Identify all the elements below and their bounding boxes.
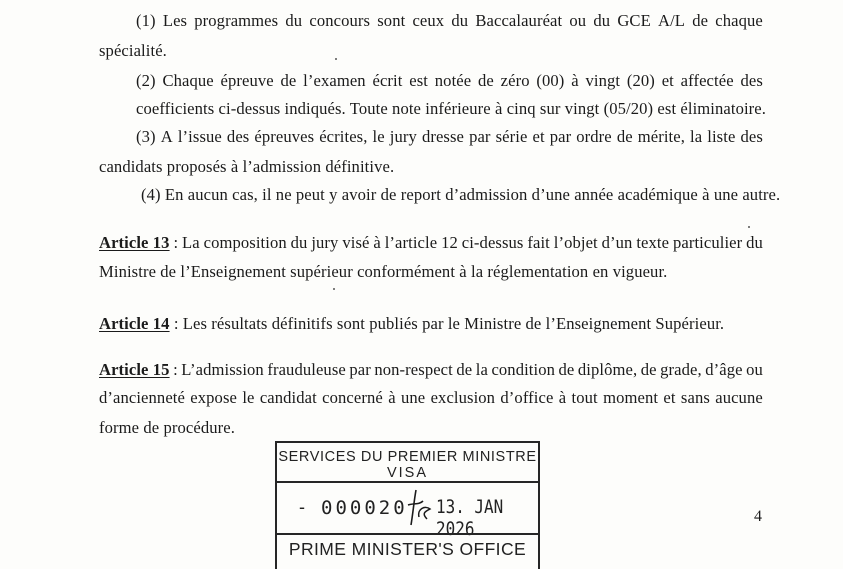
- word: série: [495, 127, 528, 146]
- word: (3): [136, 127, 156, 146]
- word: écrit: [372, 71, 403, 90]
- word: condition: [491, 360, 556, 379]
- word: ou: [746, 360, 763, 379]
- word: de: [280, 71, 297, 90]
- word: :: [173, 233, 179, 252]
- word: (1): [136, 11, 156, 30]
- word: l’article: [384, 233, 438, 252]
- word: et: [661, 71, 674, 90]
- word: à: [571, 71, 579, 90]
- word: et: [532, 127, 545, 146]
- word: d’âge: [705, 360, 743, 379]
- word: du: [746, 233, 763, 252]
- paragraph-4: (4) En aucun cas, il ne peut y avoir de report d’admission d’une année académique à une autre.: [141, 185, 781, 204]
- word: expose: [190, 388, 237, 407]
- word: épreuves: [254, 127, 315, 146]
- article-15-line-1: [99, 360, 763, 380]
- scan-speck: [335, 58, 337, 60]
- article-14-text: : Les résultats définitifs sont publiés par le Ministre de l’Enseignement Supérieur.: [169, 314, 725, 333]
- word: programmes: [194, 11, 279, 30]
- official-stamp: [275, 441, 540, 569]
- stamp-number: 000020: [321, 497, 408, 519]
- word: de: [478, 71, 494, 90]
- paragraph-3-line-2: candidats proposés à l’admission définitive.: [99, 157, 395, 176]
- word: GCE: [617, 11, 651, 30]
- stamp-footer: PRIME MINISTER'S OFFICE: [288, 539, 527, 559]
- word: du: [285, 11, 303, 30]
- word: des: [226, 127, 250, 146]
- word: tout: [571, 388, 598, 407]
- handwritten-initials: [405, 487, 435, 529]
- paragraph-3-line-1: [136, 127, 763, 147]
- word: chaque: [715, 11, 763, 30]
- word: l’examen: [303, 71, 366, 90]
- word: Les: [162, 11, 188, 30]
- word: concerné: [322, 388, 383, 407]
- word: d’un: [601, 233, 633, 252]
- paragraph-2-line-1: [136, 71, 763, 91]
- word: (00): [536, 71, 565, 90]
- word: la: [690, 127, 703, 146]
- word: Baccalauréat: [475, 11, 563, 30]
- word: dresse: [421, 127, 465, 146]
- word: de: [640, 360, 657, 379]
- word: exclusion: [430, 388, 496, 407]
- word: particulier: [672, 233, 743, 252]
- word: de: [692, 11, 709, 30]
- word: mérite,: [637, 127, 685, 146]
- word: le: [372, 127, 385, 146]
- word: de: [616, 127, 633, 146]
- word: des: [740, 127, 763, 146]
- article-13-line-2: Ministre de l’Enseignement supérieur conformément à la réglementation en vigueur.: [99, 262, 668, 281]
- word: l’objet: [553, 233, 598, 252]
- word: est: [409, 71, 428, 90]
- word: Chaque: [162, 71, 214, 90]
- stamp-date: 13. JAN 2026: [436, 496, 504, 540]
- word: composition: [203, 233, 287, 252]
- word: à: [558, 388, 567, 407]
- word: (2): [136, 71, 156, 90]
- word: du: [451, 11, 469, 30]
- scan-speck: [333, 288, 335, 290]
- word: ceux: [412, 11, 445, 30]
- word: jury: [311, 233, 339, 252]
- article-15-line-2: [99, 388, 763, 408]
- word: par: [549, 127, 572, 146]
- word: liste: [707, 127, 736, 146]
- word: visé: [342, 233, 370, 252]
- word: écrites,: [319, 127, 368, 146]
- word: l’issue: [177, 127, 222, 146]
- article-15-line-3: forme de procédure.: [99, 418, 235, 437]
- stamp-header: SERVICES DU PREMIER MINISTRE: [278, 449, 537, 465]
- word: sont: [377, 11, 406, 30]
- word: notée: [434, 71, 472, 90]
- word: aucune: [715, 388, 763, 407]
- word: affectée: [680, 71, 734, 90]
- word: à: [388, 388, 396, 407]
- word: jury: [389, 127, 417, 146]
- word: épreuve: [220, 71, 274, 90]
- word: d’office: [500, 388, 554, 407]
- paragraph-2-line-2: coefficients ci-dessus indiqués. Toute note inférieure à cinq sur vingt (05/20) est éliminatoire.: [136, 99, 767, 118]
- word: ordre: [576, 127, 612, 146]
- word: (20): [626, 71, 655, 90]
- article-14: [99, 314, 724, 334]
- word: fait: [527, 233, 550, 252]
- page-number: 4: [754, 508, 762, 525]
- word: la: [475, 360, 488, 379]
- article-label: Article 15: [99, 360, 170, 379]
- word: ci-dessus: [461, 233, 524, 252]
- word: de: [456, 360, 473, 379]
- word: une: [400, 388, 426, 407]
- stamp-registration: [277, 483, 538, 540]
- word: moment: [603, 388, 659, 407]
- word: du: [593, 11, 611, 30]
- word: sans: [680, 388, 710, 407]
- word: des: [740, 71, 763, 90]
- word: ou: [569, 11, 587, 30]
- word: L’admission: [181, 360, 264, 379]
- paragraph-1-line-1: [136, 11, 763, 31]
- word: 12: [441, 233, 458, 252]
- word: A: [160, 127, 173, 146]
- word: texte: [636, 233, 670, 252]
- scan-speck: [748, 226, 750, 228]
- word: par: [349, 360, 371, 379]
- word: vingt: [585, 71, 621, 90]
- word: du: [290, 233, 308, 252]
- word: à: [373, 233, 381, 252]
- article-14-label: Article 14: [99, 314, 170, 333]
- word: grade,: [660, 360, 702, 379]
- article-label: Article 13: [99, 233, 170, 252]
- stamp-divider-bottom: [277, 533, 538, 535]
- word: non-respect: [374, 360, 453, 379]
- word: de: [558, 360, 575, 379]
- word: par: [469, 127, 491, 146]
- word: le: [242, 388, 255, 407]
- word: La: [182, 233, 200, 252]
- paragraph-1-line-2: spécialité.: [99, 41, 167, 60]
- word: A/L: [658, 11, 686, 30]
- word: zéro: [500, 71, 530, 90]
- article-13-line-1: [99, 233, 763, 253]
- word: frauduleuse: [267, 360, 346, 379]
- stamp-dash: -: [299, 497, 305, 517]
- stamp-visa: VISA: [386, 465, 429, 481]
- word: d’ancienneté: [99, 388, 185, 407]
- word: et: [663, 388, 676, 407]
- word: :: [173, 360, 178, 379]
- word: concours: [309, 11, 371, 30]
- word: candidat: [259, 388, 317, 407]
- word: diplôme,: [577, 360, 638, 379]
